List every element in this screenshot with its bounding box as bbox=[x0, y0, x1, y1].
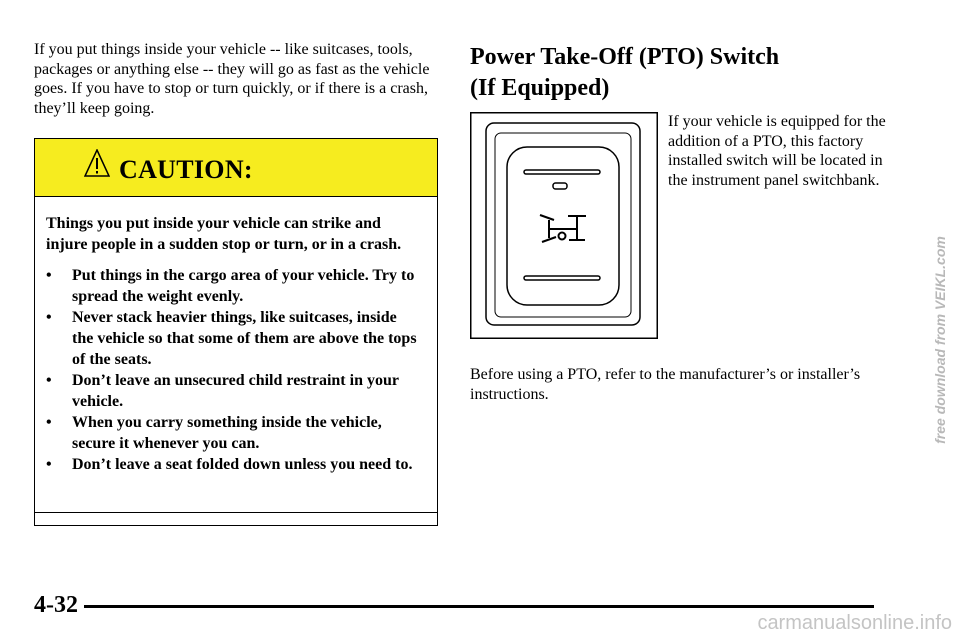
caution-box bbox=[34, 138, 438, 526]
intro-paragraph: If you put things inside your vehicle -- like suitcases, tools, packages or anything else -- they will go as fast as the vehicle goes. If you have to stop or turn quickly, or if there is a crash, they’ll keep going. bbox=[34, 41, 430, 117]
caution-item-text: Don’t leave a seat folded down unless you need to. bbox=[72, 456, 413, 473]
bullet: • bbox=[46, 456, 52, 473]
pto-before-using: Before using a PTO, refer to the manufacturer’s or installer’s instructions. bbox=[470, 366, 861, 403]
bullet: • bbox=[46, 414, 52, 431]
side-watermark: free download from VEIKL.com bbox=[932, 236, 948, 444]
caution-item-text: When you carry something inside the vehicle, secure it whenever you can. bbox=[72, 414, 382, 452]
caution-item bbox=[46, 412, 422, 454]
pto-title-line2: (If Equipped) bbox=[470, 75, 610, 101]
caution-item-text: Don’t leave an unsecured child restraint in your vehicle. bbox=[72, 372, 399, 410]
caution-item bbox=[46, 265, 422, 307]
caution-item bbox=[46, 370, 422, 412]
caution-item-text: Put things in the cargo area of your vehicle. Try to spread the weight evenly. bbox=[72, 267, 415, 305]
caution-title: CAUTION: bbox=[119, 155, 253, 184]
bullet: • bbox=[46, 372, 52, 389]
warning-triangle-icon bbox=[84, 149, 110, 177]
caution-bottom-rule bbox=[35, 512, 437, 513]
bullet: • bbox=[46, 267, 52, 284]
caution-item bbox=[46, 454, 422, 475]
pto-switch-illustration bbox=[470, 112, 658, 339]
pto-section-title bbox=[470, 42, 890, 104]
bullet: • bbox=[46, 309, 52, 326]
caution-intro: Things you put inside your vehicle can strike and injure people in a sudden stop or turn, or in a crash. bbox=[46, 215, 402, 253]
pto-description: If your vehicle is equipped for the addition of a PTO, this factory installed switch will be located in the instrument panel switchbank. bbox=[668, 113, 886, 189]
footer-rule bbox=[84, 605, 874, 608]
caution-item-text: Never stack heavier things, like suitcases, inside the vehicle so that some of them are above the tops of the seats. bbox=[72, 309, 417, 368]
caution-body bbox=[46, 213, 422, 475]
pto-title-line1: Power Take-Off (PTO) Switch bbox=[470, 44, 780, 70]
caution-item bbox=[46, 307, 422, 370]
page-number: 4-32 bbox=[34, 592, 78, 618]
caution-list bbox=[46, 265, 422, 475]
bottom-watermark: carmanualsonline.info bbox=[757, 612, 952, 634]
caution-header bbox=[35, 139, 437, 197]
